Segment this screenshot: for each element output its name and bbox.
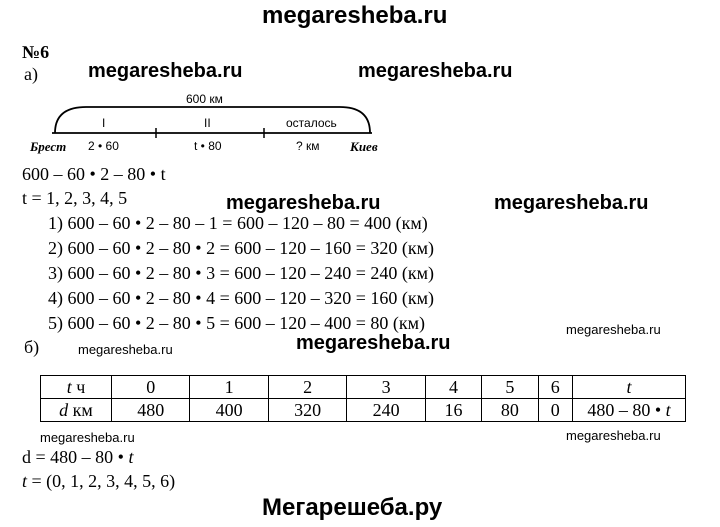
table-cell: 480 – 80 • t [573,399,686,422]
watermark: megaresheba.ru [88,60,243,82]
solution-line: 1) 600 – 60 • 2 – 80 – 1 = 600 – 120 – 80 = 400 (км) [48,213,428,233]
values-table [40,375,686,422]
start-city: Брест [30,139,67,154]
formula-t: t = (0, 1, 2, 3, 4, 5, 6) [22,471,176,491]
table-cell: 400 [190,399,268,422]
watermark-top: megaresheba.ru [262,2,448,29]
part-b-label: б) [24,337,40,357]
watermark: megaresheba.ru [226,192,381,214]
segment-2-label: II [204,116,211,130]
total-distance: 600 км [186,92,223,106]
table-cell: 0 [538,399,572,422]
segment-2-value: t • 80 [194,139,222,153]
solution-line: 2) 600 – 60 • 2 – 80 • 2 = 600 – 120 – 160 = 320 (км) [48,238,435,258]
table-cell: 5 [482,376,538,399]
segment-3-label: осталось [286,116,337,130]
end-city: Киев [350,139,378,154]
solution-line: 3) 600 – 60 • 2 – 80 • 3 = 600 – 120 – 240 = 240 (км) [48,263,435,283]
expression: 600 – 60 • 2 – 80 • t [22,164,166,184]
table-cell: 480 [112,399,190,422]
watermark: megaresheba.ru [296,332,451,354]
table-cell: 80 [482,399,538,422]
segment-1-value: 2 • 60 [88,139,119,153]
table-row [41,376,686,399]
watermark: megaresheba.ru [40,430,135,445]
t-values: t = 1, 2, 3, 4, 5 [22,188,128,208]
watermark: megaresheba.ru [494,192,649,214]
table-cell: 16 [425,399,481,422]
table-cell: 1 [190,376,268,399]
table-cell: t ч [41,376,112,399]
watermark: megaresheba.ru [566,322,661,337]
table-cell: 3 [347,376,425,399]
table-cell: t [573,376,686,399]
watermark: megaresheba.ru [358,60,513,82]
watermark: megaresheba.ru [566,428,661,443]
table-cell: 0 [112,376,190,399]
solution-line: 5) 600 – 60 • 2 – 80 • 5 = 600 – 120 – 400 = 80 (км) [48,313,426,333]
segment-3-value: ? км [296,139,320,153]
table-cell: 2 [268,376,346,399]
table-cell: 4 [425,376,481,399]
watermark: megaresheba.ru [78,342,173,357]
table-cell: 240 [347,399,425,422]
task-number: №6 [22,42,50,62]
table-cell: 6 [538,376,572,399]
solution-line: 4) 600 – 60 • 2 – 80 • 4 = 600 – 120 – 320 = 160 (км) [48,288,435,308]
formula-d: d = 480 – 80 • t [22,447,134,467]
part-a-label: а) [24,64,38,84]
watermark-bottom: Мегарешеба.ру [262,494,443,521]
table-row [41,399,686,422]
table-cell: d км [41,399,112,422]
table-cell: 320 [268,399,346,422]
segment-1-label: I [102,116,106,130]
